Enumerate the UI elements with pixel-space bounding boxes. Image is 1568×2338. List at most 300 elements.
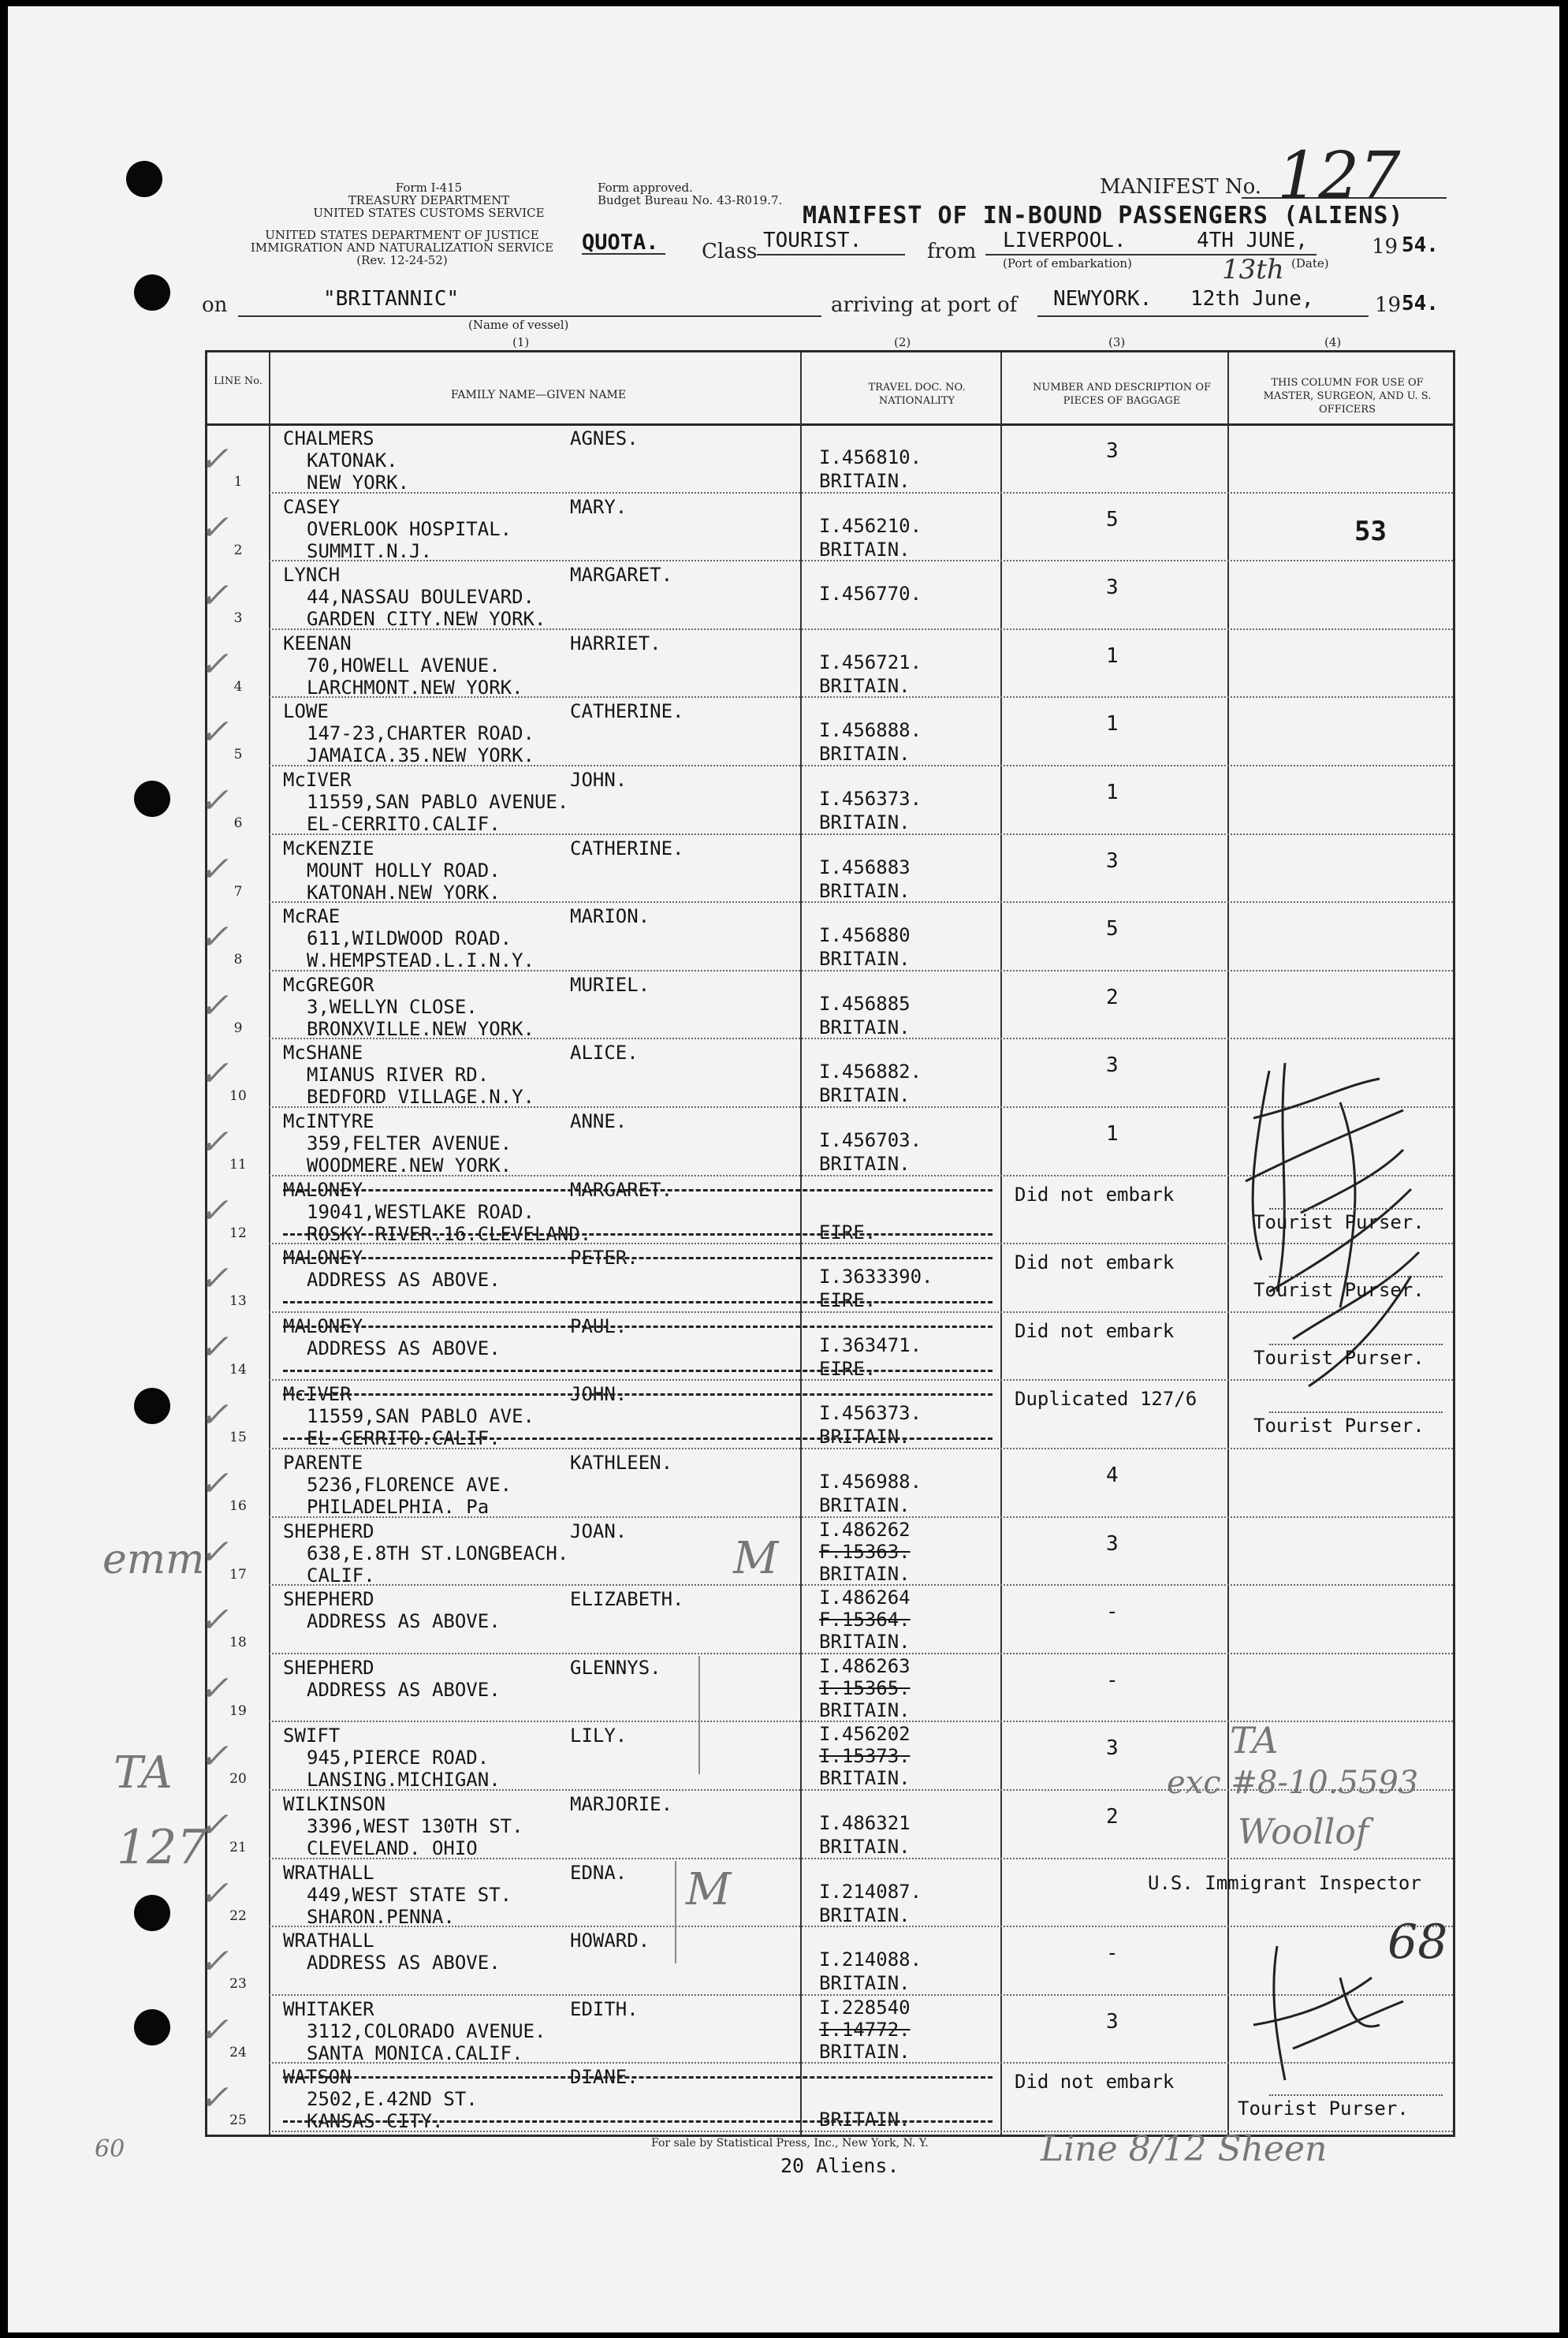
address-line-1: KATONAK.	[307, 449, 398, 472]
nationality: BRITAIN.	[819, 2040, 911, 2063]
family-name: WHITAKER	[283, 1997, 374, 2020]
check-mark: ✓	[199, 1258, 229, 1300]
binder-hole	[134, 1895, 170, 1931]
travel-doc-no: I.486264	[819, 1587, 911, 1609]
binder-hole	[134, 1388, 170, 1424]
total-aliens: 20 Aliens.	[780, 2154, 899, 2177]
baggage-desc: 1	[1106, 712, 1119, 736]
travel-doc-no: I.456810.	[819, 446, 922, 468]
mid-bracket	[675, 1861, 676, 1963]
form-approved: Form approved.	[598, 181, 693, 195]
given-name: AGNES.	[570, 427, 639, 449]
class-value: TOURIST.	[763, 229, 862, 252]
embark-date: 4TH JUNE,	[1197, 229, 1308, 252]
ta-handwritten: TA	[1230, 1719, 1279, 1762]
address-line-2: LARCHMONT.NEW YORK.	[307, 676, 523, 699]
nationality: BRITAIN.	[819, 1016, 911, 1038]
purser-dotted-line	[1269, 1276, 1443, 1277]
given-name: JOAN.	[570, 1520, 628, 1542]
line-number: 23	[229, 1976, 247, 1993]
baggage-desc: Duplicated 127/6	[1015, 1388, 1197, 1411]
margin-note-bottom: 60	[95, 2135, 125, 2163]
manifest-title: MANIFEST OF IN-BOUND PASSENGERS (ALIENS)	[803, 202, 1404, 229]
family-name: SWIFT	[283, 1725, 341, 1747]
manifest-no-label: MANIFEST No.	[1100, 175, 1262, 199]
line-number: 17	[229, 1566, 247, 1583]
family-name: MALONEY	[283, 1247, 363, 1270]
nationality: BRITAIN.	[819, 1153, 911, 1175]
baggage-desc: Did not embark	[1015, 1183, 1175, 1206]
address-line-1: 44,NASSAU BOULEVARD.	[307, 586, 534, 609]
purser-dotted-line	[1269, 2094, 1443, 2096]
travel-doc-no: I.486263	[819, 1654, 911, 1677]
address-line-1: 3396,WEST 130TH ST.	[307, 1815, 523, 1837]
family-name: LOWE	[283, 700, 329, 723]
quota-underline	[582, 253, 665, 255]
ta-signature: Woollof	[1238, 1812, 1369, 1852]
family-name: PARENTE	[283, 1452, 363, 1474]
line-number: 13	[229, 1293, 247, 1310]
table-row	[199, 766, 1453, 835]
address-line-2: SUMMIT.N.J.	[307, 539, 432, 562]
binder-hole	[134, 2009, 170, 2045]
address-line-2: NEW YORK.	[307, 472, 410, 494]
given-name: JOHN.	[570, 1383, 628, 1406]
manifest-no-handwritten: 127	[1277, 139, 1401, 214]
arriving-label: arriving at port of	[831, 293, 1018, 317]
check-mark: ✓	[199, 507, 229, 548]
address-line-1: 449,WEST STATE ST.	[307, 1883, 512, 1906]
given-name: MARJORIE.	[570, 1793, 673, 1815]
nationality: BRITAIN.	[819, 1426, 911, 1449]
printer-credit: For sale by Statistical Press, Inc., New York, N. Y.	[651, 2137, 929, 2150]
line-number: 12	[229, 1225, 247, 1241]
date-caption: (Date)	[1291, 256, 1329, 270]
family-name: KEENAN	[283, 632, 352, 654]
baggage-desc: 3	[1106, 1053, 1119, 1078]
check-mark: ✓	[199, 1736, 229, 1777]
given-name: DIANE.	[570, 2066, 639, 2089]
address-line-1: MOUNT HOLLY ROAD.	[307, 859, 501, 882]
address-line-2: W.HEMPSTEAD.L.I.N.Y.	[307, 949, 534, 972]
check-mark: ✓	[199, 712, 229, 753]
inspector-label: U.S. Immigrant Inspector	[1148, 1872, 1421, 1894]
table-row	[199, 425, 1453, 494]
table-row	[199, 698, 1453, 767]
travel-doc-no: I.228540	[819, 1996, 911, 2019]
strike-through	[283, 1437, 993, 1440]
footer-handwritten-note: Line 8/12 Sheen	[1041, 2129, 1328, 2169]
col-number-1: (1)	[512, 335, 530, 349]
line-number: 21	[229, 1840, 247, 1855]
nationality: BRITAIN.	[819, 1836, 911, 1858]
margin-note-number: 127	[117, 1820, 207, 1875]
arrival-date: 12th June,	[1190, 287, 1314, 311]
family-name: LYNCH	[283, 564, 341, 587]
check-mark: ✓	[199, 1805, 229, 1845]
check-mark: ✓	[199, 1668, 229, 1709]
family-name: CASEY	[283, 495, 341, 518]
nationality: BRITAIN.	[819, 948, 911, 971]
form-number: Form I-415	[395, 181, 463, 195]
given-name: HARRIET.	[570, 632, 661, 654]
address-line-2: EL-CERRITO.CALIF.	[307, 813, 501, 835]
line-number: 18	[229, 1635, 247, 1651]
col-number-4: (4)	[1324, 335, 1342, 349]
table-row	[199, 1586, 1453, 1654]
year-prefix-1: 19	[1372, 235, 1399, 259]
address-line-1: 611,WILDWOOD ROAD.	[307, 927, 512, 950]
travel-doc-no: I.456703.	[819, 1129, 922, 1151]
address-line-1: 359,FELTER AVENUE.	[307, 1132, 512, 1154]
travel-doc-no: I.456880	[819, 924, 911, 947]
purser-label: Tourist Purser.	[1253, 1211, 1425, 1233]
line-number: 19	[229, 1702, 247, 1719]
address-line-1: 5236,FLORENCE AVE.	[307, 1474, 512, 1496]
line-number: 25	[229, 2112, 247, 2129]
travel-doc-no: I.456210.	[819, 514, 922, 537]
travel-doc-no: I.456202	[819, 1723, 911, 1746]
line-number: 22	[229, 1907, 247, 1924]
baggage-desc: Did not embark	[1015, 1251, 1175, 1274]
vessel-caption: (Name of vessel)	[468, 318, 569, 332]
travel-doc-no: I.456373.	[819, 788, 922, 810]
year-suffix-1: 54.	[1402, 233, 1439, 257]
nationality: BRITAIN.	[819, 879, 911, 902]
line-number: 10	[229, 1088, 247, 1105]
address-line-1: 3112,COLORADO AVENUE.	[307, 2019, 546, 2042]
col-number-2: (2)	[894, 335, 911, 349]
nationality: BRITAIN.	[819, 1631, 911, 1654]
family-name: SHEPHERD	[283, 1588, 374, 1611]
address-line-1: 11559,SAN PABLO AVENUE.	[307, 791, 569, 813]
line-number: 1	[233, 474, 243, 490]
line-number: 14	[229, 1361, 247, 1378]
ta-handwritten-2: exc #8-10.5593	[1167, 1765, 1419, 1801]
address-line-1: 19041,WESTLAKE ROAD.	[307, 1200, 534, 1223]
binder-hole	[134, 274, 170, 311]
line-number: 9	[233, 1020, 243, 1036]
table-row	[199, 1654, 1453, 1723]
strike-through	[283, 2076, 993, 2079]
line-number: 20	[229, 1771, 247, 1788]
address-line-2: EL-CERRITO.CALIF.	[307, 1427, 501, 1450]
col-name: FAMILY NAME—GIVEN NAME	[450, 389, 627, 401]
margin-note-ta: TA	[114, 1747, 173, 1799]
budget-bureau: Budget Bureau No. 43-R019.7.	[598, 193, 783, 207]
strike-through	[283, 2120, 993, 2123]
nationality: BRITAIN.	[819, 674, 911, 697]
strike-through	[283, 1393, 993, 1396]
address-line-1: ADDRESS AS ABOVE.	[307, 1678, 501, 1701]
col-number-3: (3)	[1108, 335, 1126, 349]
strike-through	[283, 1189, 993, 1191]
treasury-dept: TREASURY DEPARTMENT	[348, 193, 510, 207]
arrival-line	[1037, 315, 1369, 317]
arrival-date-handwritten: 13th	[1222, 254, 1284, 285]
line-number: 11	[229, 1157, 247, 1173]
address-line-1: 3,WELLYN CLOSE.	[307, 995, 478, 1018]
margin-note-emm: emm	[102, 1536, 205, 1583]
baggage-desc: -	[1106, 1668, 1119, 1692]
line-number: 8	[233, 952, 243, 968]
check-mark: ✓	[199, 1531, 229, 1572]
strike-through	[283, 1301, 993, 1303]
travel-doc-old: F.15364.	[819, 1609, 911, 1631]
travel-doc-no: I.3633390.	[819, 1266, 933, 1288]
col-travel-doc: TRAVEL DOC. NO. NATIONALITY	[868, 382, 966, 407]
vessel-name: "BRITANNIC"	[323, 287, 460, 311]
given-name: LILY.	[570, 1725, 628, 1747]
given-name: ALICE.	[570, 1042, 639, 1065]
travel-doc-no: I.363471.	[819, 1333, 922, 1356]
mid-note-m1: M	[733, 1533, 779, 1584]
mid-note-m2: M	[686, 1864, 732, 1915]
strike-through	[283, 1370, 993, 1372]
family-name: WILKINSON	[283, 1793, 386, 1815]
form-revision: (Rev. 12-24-52)	[356, 253, 448, 267]
given-name: MARION.	[570, 905, 650, 928]
travel-doc-no: I.456721.	[819, 651, 922, 673]
baggage-desc: 2	[1106, 985, 1119, 1009]
baggage-desc: 1	[1106, 1122, 1119, 1146]
baggage-desc: 4	[1106, 1464, 1119, 1487]
nationality: BRITAIN.	[819, 1562, 911, 1585]
address-line-1: ADDRESS AS ABOVE.	[307, 1952, 501, 1974]
address-line-2: KANSAS CITY.	[307, 2110, 444, 2133]
year-prefix-2: 19	[1375, 293, 1402, 317]
line-number: 15	[229, 1430, 247, 1446]
address-line-1: 11559,SAN PABLO AVE.	[307, 1405, 534, 1428]
officer-note-row2: 53	[1354, 516, 1387, 547]
address-line-2: SHARON.PENNA.	[307, 1905, 455, 1928]
line-number: 24	[229, 2044, 247, 2060]
check-mark: ✓	[199, 643, 229, 684]
travel-doc-no: I.456882.	[819, 1061, 922, 1083]
strike-through	[283, 1326, 993, 1328]
address-line-2: GARDEN CITY.NEW YORK.	[307, 608, 546, 631]
baggage-desc: 3	[1106, 848, 1119, 873]
baggage-desc: 3	[1106, 439, 1119, 463]
purser-dotted-line	[1269, 1208, 1443, 1210]
nationality: BRITAIN.	[819, 1494, 911, 1516]
travel-doc-no: I.214087.	[819, 1880, 922, 1903]
table-row	[199, 835, 1453, 904]
baggage-desc: Did not embark	[1015, 1319, 1175, 1342]
family-name: McRAE	[283, 905, 341, 928]
baggage-desc: 1	[1106, 781, 1119, 804]
year-suffix-2: 54.	[1402, 292, 1439, 315]
address-line-1: 945,PIERCE ROAD.	[307, 1747, 490, 1769]
travel-doc-no: I.456883	[819, 856, 911, 878]
purser-label: Tourist Purser.	[1253, 1415, 1425, 1437]
address-line-1: OVERLOOK HOSPITAL.	[307, 517, 512, 540]
nationality: BRITAIN.	[819, 538, 911, 561]
inspector-number: 68	[1387, 1915, 1448, 1970]
check-mark: ✓	[199, 848, 229, 889]
travel-doc-no: I.486262	[819, 1518, 911, 1541]
address-line-2: LANSING.MICHIGAN.	[307, 1769, 501, 1792]
table-row	[199, 494, 1453, 562]
baggage-desc: 2	[1106, 1805, 1119, 1829]
check-mark: ✓	[199, 1326, 229, 1367]
baggage-desc: 1	[1106, 643, 1119, 668]
given-name: EDNA.	[570, 1861, 628, 1884]
address-line-1: 147-23,CHARTER ROAD.	[307, 722, 534, 745]
check-mark: ✓	[199, 1941, 229, 1982]
address-line-2: BRONXVILLE.NEW YORK.	[307, 1017, 534, 1040]
port-of-arrival: NEWYORK.	[1053, 287, 1153, 311]
vessel-line	[238, 315, 821, 317]
given-name: HOWARD.	[570, 1930, 650, 1952]
address-line-2: CALIF.	[307, 1564, 375, 1587]
given-name: PAUL.	[570, 1314, 628, 1337]
check-mark: ✓	[199, 1464, 229, 1504]
address-line-1: 638,E.8TH ST.LONGBEACH.	[307, 1542, 569, 1564]
baggage-desc: Did not embark	[1015, 2071, 1175, 2094]
col-officers: THIS COLUMN FOR USE OF MASTER, SURGEON, AND U. S. OFFICERS	[1263, 377, 1432, 416]
check-mark: ✓	[199, 2078, 229, 2119]
table-row	[199, 971, 1453, 1040]
address-line-1: 70,HOWELL AVENUE.	[307, 654, 501, 677]
travel-doc-old: I.15373.	[819, 1745, 911, 1768]
mid-bracket	[698, 1656, 700, 1774]
baggage-desc: -	[1106, 1600, 1119, 1624]
check-mark: ✓	[199, 985, 229, 1026]
baggage-desc: 3	[1106, 2009, 1119, 2034]
family-name: McSHANE	[283, 1042, 363, 1065]
baggage-desc: 5	[1106, 917, 1119, 942]
family-name: SHEPHERD	[283, 1656, 374, 1679]
baggage-desc: -	[1106, 1941, 1119, 1966]
travel-doc-old: I.14772.	[819, 2018, 911, 2041]
address-line-2: ROSKY RIVER.16.CLEVELAND.	[307, 1222, 592, 1245]
family-name: CHALMERS	[283, 427, 374, 449]
given-name: ANNE.	[570, 1110, 628, 1132]
line-number: 6	[233, 815, 243, 831]
check-mark: ✓	[199, 781, 229, 821]
line-number: 3	[233, 610, 243, 627]
customs-service: UNITED STATES CUSTOMS SERVICE	[313, 206, 545, 220]
given-name: JOHN.	[570, 769, 628, 791]
check-mark: ✓	[199, 1395, 229, 1436]
ins-service: IMMIGRATION AND NATURALIZATION SERVICE	[250, 241, 554, 255]
table-row	[199, 1449, 1453, 1518]
given-name: ELIZABETH.	[570, 1588, 684, 1611]
quota-label: QUOTA.	[582, 230, 659, 255]
baggage-desc: 3	[1106, 1736, 1119, 1761]
check-mark: ✓	[199, 2009, 229, 2050]
address-line-2: CLEVELAND. OHIO	[307, 1837, 478, 1859]
baggage-desc: 5	[1106, 507, 1119, 531]
class-line	[757, 254, 905, 255]
nationality: BRITAIN.	[819, 743, 911, 766]
given-name: MARGARET.	[570, 1178, 673, 1201]
table-row	[199, 630, 1453, 699]
check-mark: ✓	[199, 1190, 229, 1231]
check-mark: ✓	[199, 1873, 229, 1914]
travel-doc-no: I.486321	[819, 1812, 911, 1834]
travel-doc-old: F.15363.	[819, 1540, 911, 1563]
baggage-desc: 3	[1106, 576, 1119, 600]
nationality: EIRE.	[819, 1289, 877, 1312]
given-name: EDITH.	[570, 1997, 639, 2020]
nationality: BRITAIN.	[819, 470, 911, 492]
family-name: McGREGOR	[283, 973, 374, 996]
family-name: McKENZIE	[283, 837, 374, 860]
address-line-1: ADDRESS AS ABOVE.	[307, 1610, 501, 1633]
line-number: 4	[233, 678, 243, 695]
purser-label: Tourist Purser.	[1238, 2097, 1409, 2120]
check-mark: ✓	[199, 917, 229, 958]
col-baggage: NUMBER AND DESCRIPTION OF PIECES OF BAGGAGE	[1032, 382, 1211, 407]
travel-doc-no: I.456770.	[819, 583, 922, 606]
family-name: MALONEY	[283, 1314, 363, 1337]
address-line-1: MIANUS RIVER RD.	[307, 1064, 490, 1087]
table-row	[199, 561, 1453, 631]
family-name: MALONEY	[283, 1178, 363, 1201]
given-name: MARGARET.	[570, 564, 673, 587]
family-name: McIVER	[283, 769, 352, 791]
binder-hole	[126, 161, 162, 197]
purser-label: Tourist Purser.	[1253, 1347, 1425, 1369]
nationality: EIRE.	[819, 1221, 877, 1244]
manifest-page	[8, 6, 1559, 2332]
purser-dotted-line	[1269, 1344, 1443, 1345]
family-name: WRATHALL	[283, 1861, 374, 1884]
family-name: McIVER	[283, 1383, 352, 1406]
purser-dotted-line	[1269, 1411, 1443, 1413]
nationality: EIRE.	[819, 1357, 877, 1380]
nationality: BRITAIN.	[819, 811, 911, 833]
line-number: 5	[233, 747, 243, 763]
given-name: KATHLEEN.	[570, 1452, 673, 1474]
family-name: WRATHALL	[283, 1930, 374, 1952]
travel-doc-no: I.456373.	[819, 1402, 922, 1425]
address-line-2: SANTA MONICA.CALIF.	[307, 2042, 523, 2064]
class-label: Class	[702, 240, 758, 263]
travel-doc-old: I.15365.	[819, 1676, 911, 1699]
given-name: GLENNYS.	[570, 1656, 661, 1679]
strike-through	[283, 1233, 993, 1236]
given-name: CATHERINE.	[570, 700, 684, 723]
address-line-2: BEDFORD VILLAGE.N.Y.	[307, 1086, 534, 1109]
address-line-2: PHILADELPHIA. Pa	[307, 1496, 490, 1518]
given-name: MURIEL.	[570, 973, 650, 996]
address-line-2: WOODMERE.NEW YORK.	[307, 1154, 512, 1176]
on-label: on	[202, 293, 228, 317]
family-name: McINTYRE	[283, 1110, 374, 1132]
table-row	[199, 903, 1453, 972]
line-number: 7	[233, 883, 243, 900]
justice-dept: UNITED STATES DEPARTMENT OF JUSTICE	[265, 228, 539, 242]
port-of-embarkation: LIVERPOOL.	[1003, 229, 1127, 252]
line-number: 16	[229, 1498, 247, 1514]
family-name: WATSON	[283, 2066, 352, 2089]
given-name: CATHERINE.	[570, 837, 684, 860]
address-line-1: ADDRESS AS ABOVE.	[307, 1269, 501, 1292]
line-number: 2	[233, 542, 243, 558]
nationality: BRITAIN.	[819, 1084, 911, 1107]
check-mark: ✓	[199, 1053, 229, 1094]
given-name: MARY.	[570, 495, 628, 518]
purser-label: Tourist Purser.	[1253, 1279, 1425, 1301]
check-mark: ✓	[199, 576, 229, 617]
family-name: SHEPHERD	[283, 1520, 374, 1542]
address-line-1: 2502,E.42ND ST.	[307, 2088, 478, 2111]
given-name: PETER.	[570, 1247, 639, 1270]
nationality: BRITAIN.	[819, 1904, 911, 1926]
